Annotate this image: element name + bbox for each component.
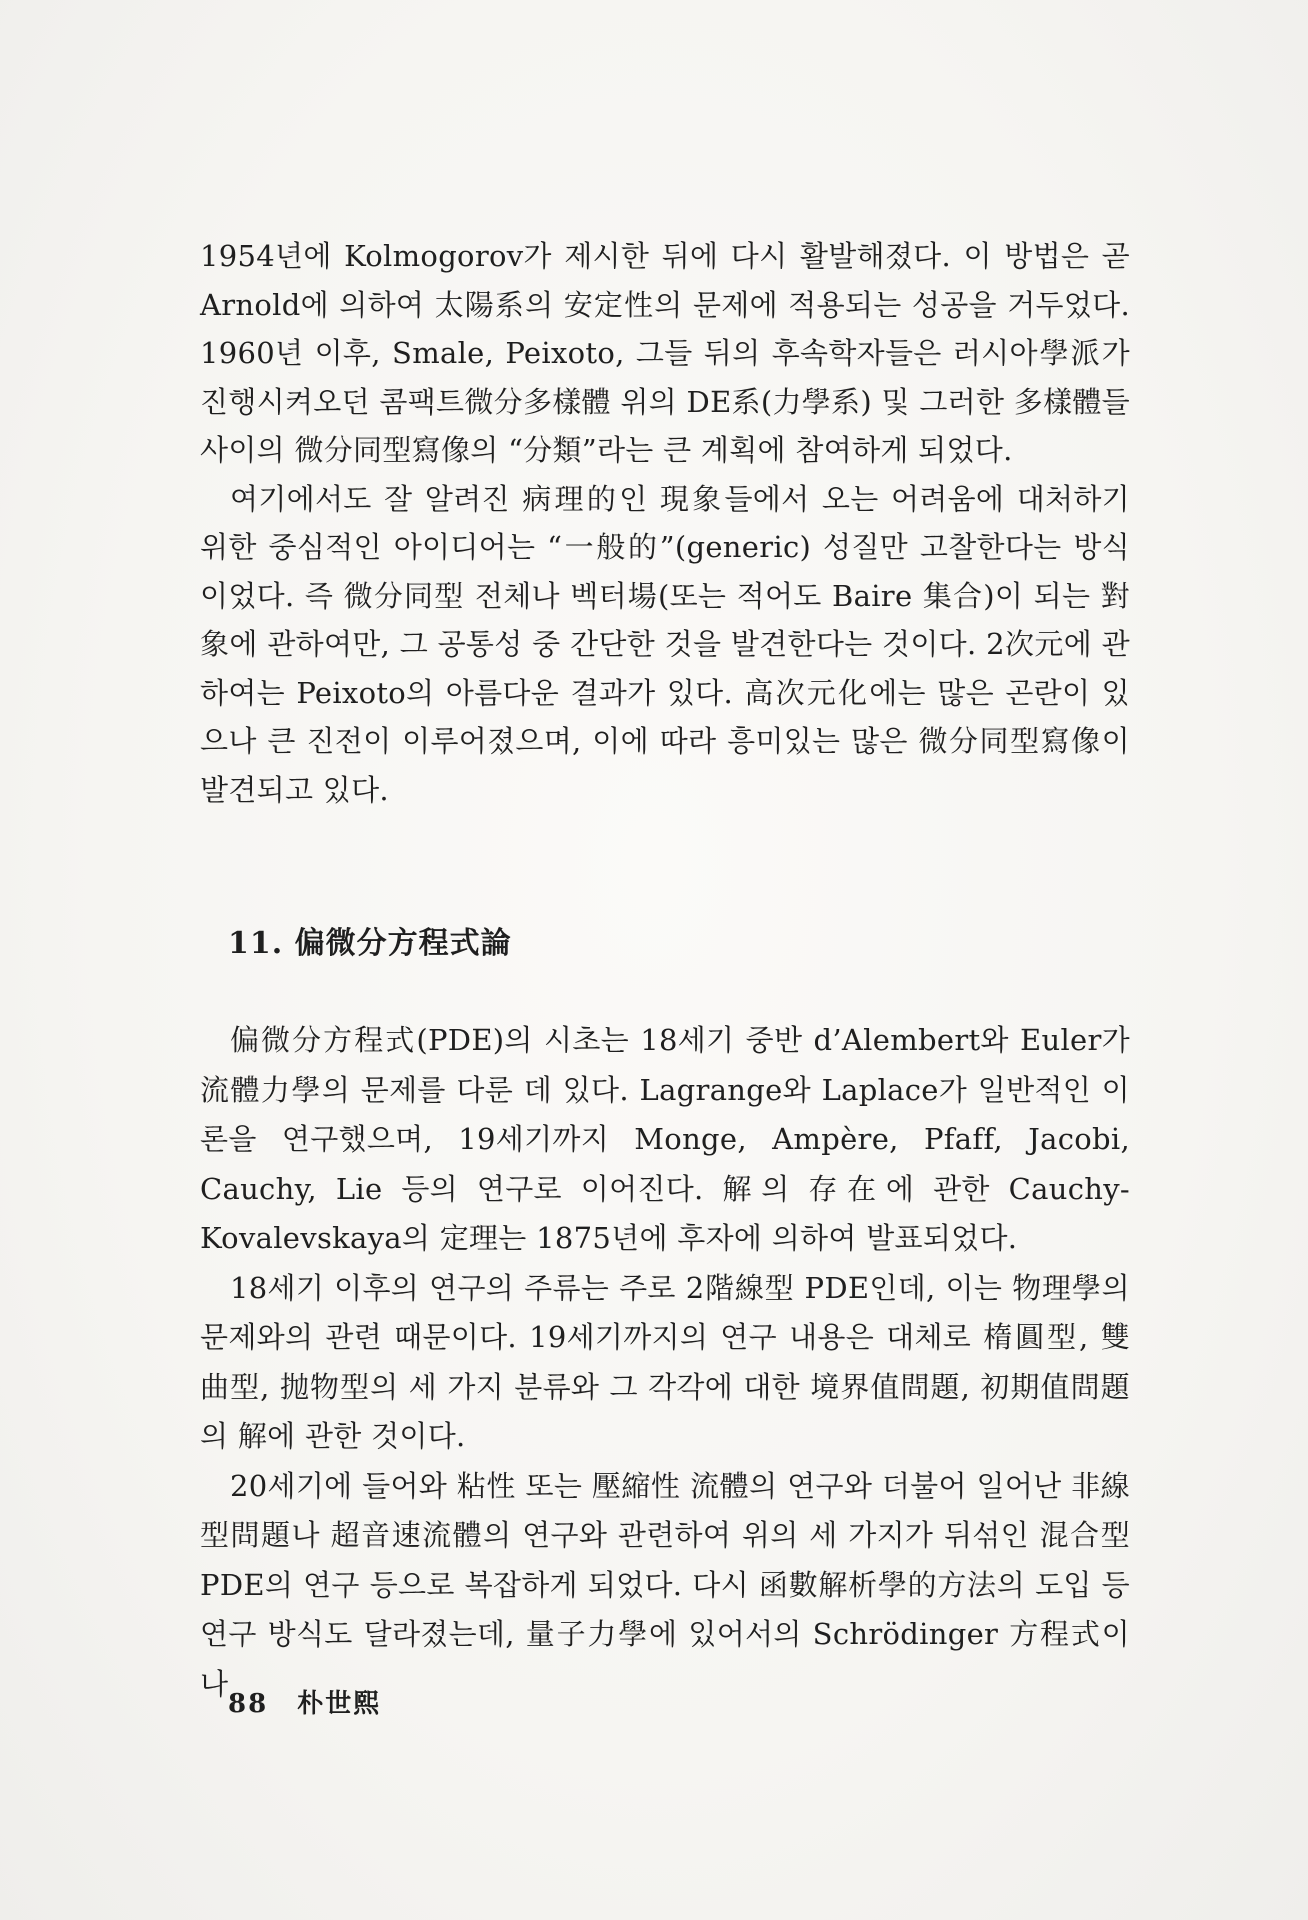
text-block-dynamical-systems xyxy=(200,232,1130,814)
paragraph: 여기에서도 잘 알려진 病理的인 現象들에서 오는 어려움에 대처하기 위한 중심적인 아이디어는 “一般的”(generic) 성질만 고찰한다는 방식이었다. 즉 微分同型 전체나 벡터場(또는 적어도 Baire 集合)이 되는 對象에 관하여만, 그 공통성 중 간단한 것을 발견한다는 것이다. 2次元에 관하여는 Peixoto의 아름다운 결과가 있다. 高次元化에는 많은 곤란이 있으나 큰 진전이 이루어졌으며, 이에 따라 흥미있는 많은 微分同型寫像이 발견되고 있다. xyxy=(200,481,1130,807)
page-number: 88 xyxy=(228,1689,269,1719)
section-heading: 11. 偏微分方程式論 xyxy=(228,926,512,961)
paragraph: 20세기에 들어와 粘性 또는 壓縮性 流體의 연구와 더불어 일어난 非線型問題나 超音速流體의 연구와 관련하여 위의 세 가지가 뒤섞인 混合型 PDE의 연구 등으로 복잡하게 되었다. 다시 函數解析學的方法의 도입 등 연구 방식도 달라졌는데, 量子力學에 있어서의 Schrödinger 方程式이나 xyxy=(200,1468,1130,1701)
paragraph: 1954년에 Kolmogorov가 제시한 뒤에 다시 활발해졌다. 이 방법은 곧 Arnold에 의하여 太陽系의 安定性의 문제에 적용되는 성공을 거두었다. 1960년 이후, Smale, Peixoto, 그들 뒤의 후속학자들은 러시아學派가 진행시켜오던 콤팩트微分多樣體 위의 DE系(力學系) 및 그러한 多樣體들 사이의 微分同型寫像의 “分類”라는 큰 계획에 참여하게 되었다. xyxy=(200,239,1130,467)
text-block-pde xyxy=(200,1016,1130,1709)
paragraph: 18세기 이후의 연구의 주류는 주로 2階線型 PDE인데, 이는 物理學의 문제와의 관련 때문이다. 19세기까지의 연구 내용은 대체로 楕圓型, 雙曲型, 抛物型의 세 가지 분류와 그 각각에 대한 境界值問題, 初期值問題의 解에 관한 것이다. xyxy=(200,1270,1130,1453)
paragraph: 偏微分方程式(PDE)의 시초는 18세기 중반 d’Alembert와 Euler가 流體力學의 문제를 다룬 데 있다. Lagrange와 Laplace가 일반적인 이론을 연구했으며, 19세기까지 Monge, Ampère, Pfaff, Jacobi, Cauchy, Lie 등의 연구로 이어진다. 解의 存在에 관한 Cauchy-Kovalevskaya의 定理는 1875년에 후자에 의하여 발표되었다. xyxy=(200,1023,1130,1255)
page-footer xyxy=(228,1683,399,1720)
author-name: 朴世熙 xyxy=(297,1689,382,1719)
